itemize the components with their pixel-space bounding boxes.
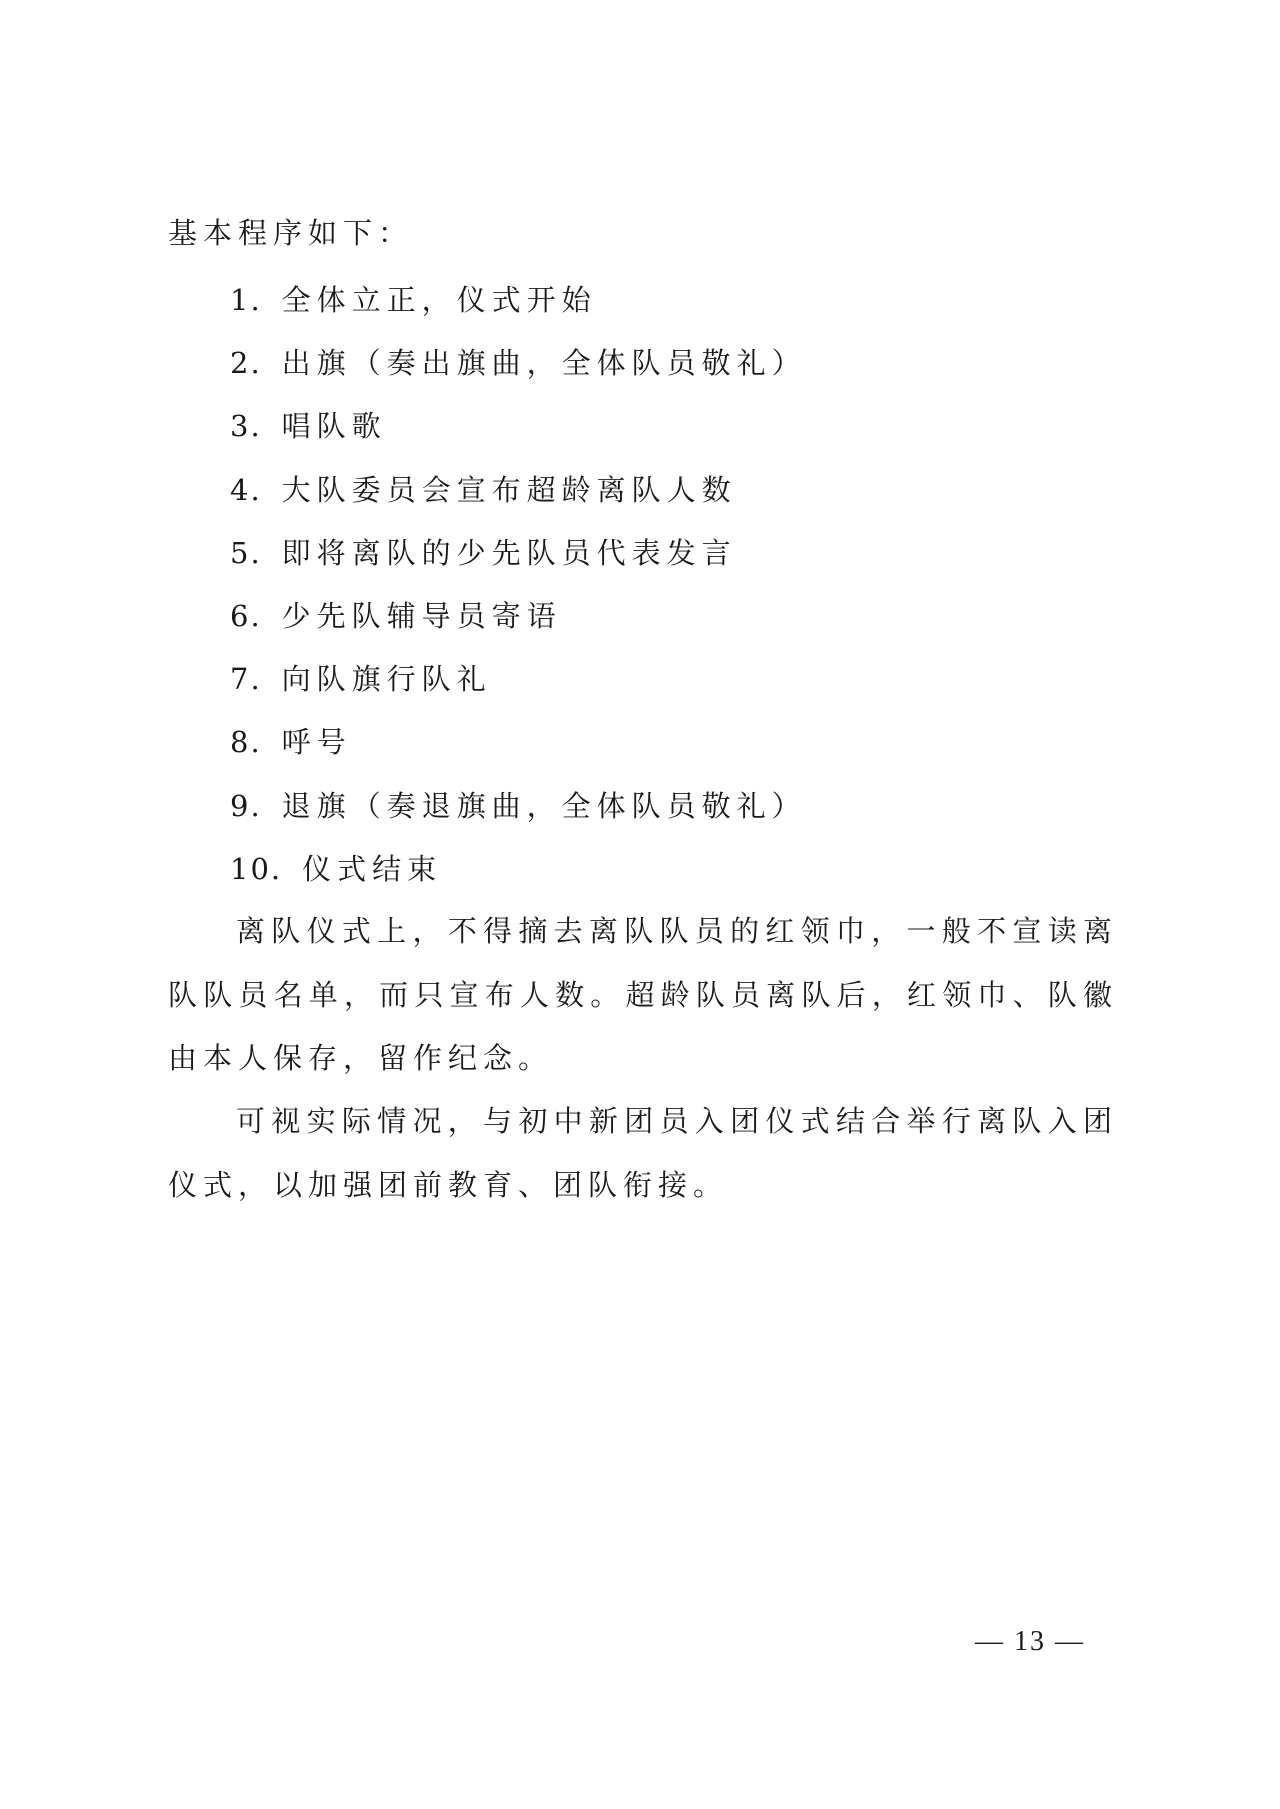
step-number: 4.	[230, 472, 262, 507]
step-number: 8.	[230, 725, 262, 760]
step-number: 1.	[230, 283, 262, 317]
list-item	[230, 343, 807, 406]
step-number: 7.	[230, 662, 262, 697]
intro-text: 基本程序如下：	[168, 216, 414, 250]
step-number: 5.	[230, 535, 262, 570]
list-item	[230, 280, 807, 343]
body-paragraph: 可视实际情况，与初中新团员入团仪式结合举行离队入团仪式，以加强团前教育、团队衔接。	[168, 1104, 1118, 1202]
step-text: 全体立正，仪式开始	[281, 283, 597, 317]
step-text: 退旗（奏退旗曲，全体队员敬礼）	[281, 788, 807, 823]
step-number: 2.	[230, 346, 262, 381]
step-text: 向队旗行队礼	[281, 662, 492, 697]
page-number: — 13 —	[975, 1626, 1085, 1657]
list-item	[230, 659, 807, 722]
step-text: 即将离队的少先队员代表发言	[281, 535, 737, 570]
step-text: 仪式结束	[302, 851, 443, 886]
step-number: 6.	[230, 598, 262, 633]
list-item	[230, 786, 807, 849]
step-text: 少先队辅导员寄语	[281, 598, 562, 633]
step-text: 唱队歌	[281, 409, 387, 444]
step-text: 大队委员会宣布超龄离队人数	[281, 472, 737, 507]
list-item	[230, 533, 807, 596]
list-item	[230, 470, 807, 533]
list-item	[230, 406, 807, 469]
step-number: 10.	[230, 851, 283, 886]
list-item	[230, 596, 807, 659]
step-text: 呼号	[281, 725, 352, 760]
body-paragraph: 离队仪式上，不得摘去离队队员的红领巾，一般不宣读离队队员名单，而只宣布人数。超龄队员离队后，红领巾、队徽由本人保存，留作纪念。	[168, 914, 1118, 1075]
list-item	[230, 722, 807, 785]
procedure-list	[230, 280, 807, 912]
step-number: 9.	[230, 788, 262, 823]
step-text: 出旗（奏出旗曲，全体队员敬礼）	[281, 346, 807, 381]
step-number: 3.	[230, 409, 262, 444]
